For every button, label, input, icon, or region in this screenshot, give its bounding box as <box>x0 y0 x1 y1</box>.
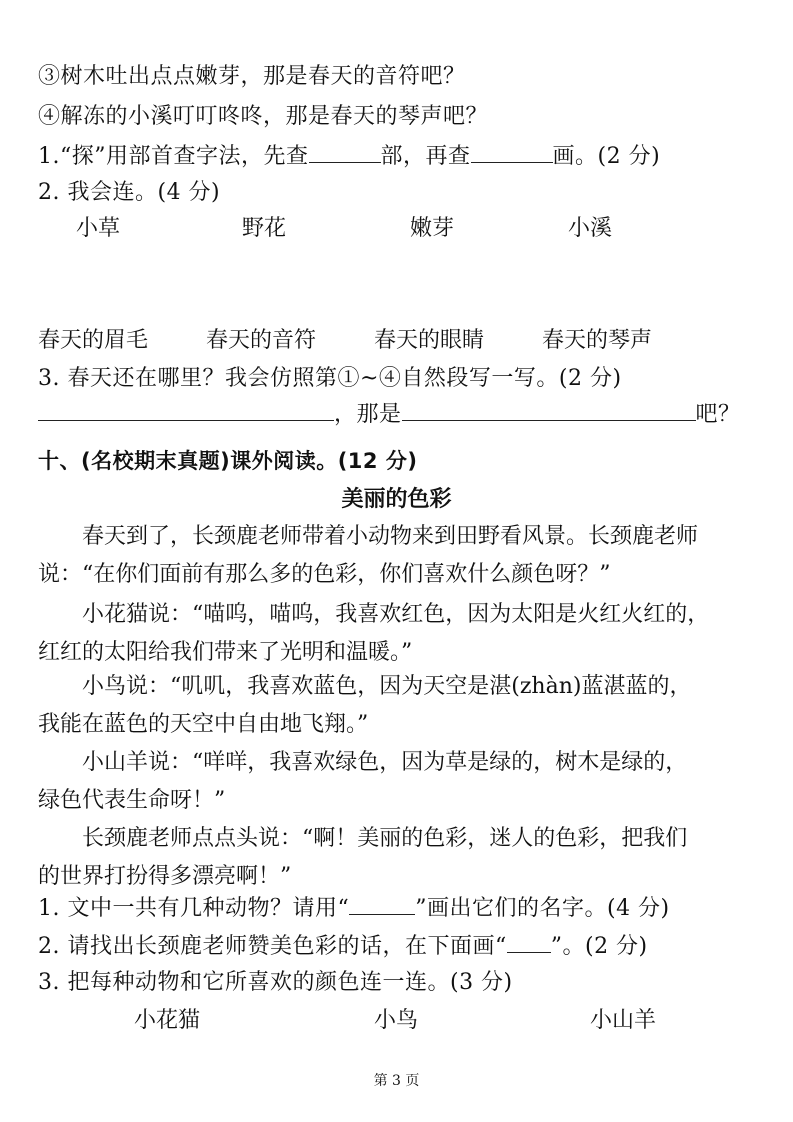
question-3: 3. 春天还在哪里？我会仿照第①~④自然段写一写。(2 分) <box>38 366 622 391</box>
reading-question-1-text-a: 1. 文中一共有几种动物？请用“ <box>38 896 350 921</box>
question-1-text-b: 部，再查 <box>380 144 471 169</box>
answer-blank-what[interactable] <box>402 400 696 421</box>
answer-blank-strokes[interactable] <box>471 142 553 163</box>
passage-line: 红红的太阳给我们带来了光明和温暖。” <box>38 640 413 665</box>
underline-sample <box>349 894 415 915</box>
match-top-item[interactable]: 小草 <box>76 216 121 241</box>
animal-item[interactable]: 小花猫 <box>134 1008 201 1033</box>
reading-question-2-text-a: 2. 请找出长颈鹿老师赞美色彩的话，在下面画“ <box>38 934 507 959</box>
match-bottom-item[interactable]: 春天的眼睛 <box>374 328 485 353</box>
section-heading: 十、(名校期末真题)课外阅读。(12 分) <box>38 449 418 473</box>
question-1-text-c: 画。(2 分) <box>552 144 661 169</box>
match-bottom-item[interactable]: 春天的琴声 <box>542 328 653 353</box>
reading-question-2-text-b: ”。(2 分) <box>550 934 648 959</box>
question-1-text-a: 1.“探”用部首查字法，先查 <box>38 144 309 169</box>
animal-item[interactable]: 小山羊 <box>590 1008 657 1033</box>
passage-line: 小鸟说：“叽叽，我喜欢蓝色，因为天空是湛(zhàn)蓝湛蓝的， <box>82 674 692 699</box>
question-3-answer-line <box>38 400 741 430</box>
passage-line: 的世界打扮得多漂亮啊！” <box>38 864 292 889</box>
question-3-mid: ，那是 <box>334 402 402 427</box>
passage-line: 绿色代表生命呀！” <box>38 788 226 813</box>
reading-question-1 <box>38 894 670 924</box>
answer-blank-radical[interactable] <box>309 142 381 163</box>
reading-question-3: 3. 把每种动物和它所喜欢的颜色连一连。(3 分) <box>38 970 513 995</box>
question-3-end: 吧？ <box>695 402 741 427</box>
animal-item[interactable]: 小鸟 <box>374 1008 419 1033</box>
match-top-item[interactable]: 小溪 <box>568 216 613 241</box>
underline-sample <box>507 932 551 953</box>
question-2: 2. 我会连。(4 分) <box>38 180 221 205</box>
passage-line: 小山羊说：“咩咩，我喜欢绿色，因为草是绿的，树木是绿的， <box>82 750 688 775</box>
passage-line: 说：“在你们面前有那么多的色彩，你们喜欢什么颜色呀？” <box>38 562 611 587</box>
answer-blank-where[interactable] <box>38 400 334 421</box>
passage-title: 美丽的色彩 <box>341 486 452 512</box>
passage-line: 春天到了，长颈鹿老师带着小动物来到田野看风景。长颈鹿老师 <box>82 524 699 549</box>
passage-line: 长颈鹿老师点点头说：“啊！美丽的色彩，迷人的色彩，把我们 <box>82 826 688 851</box>
match-top-item[interactable]: 嫩芽 <box>410 216 455 241</box>
page-number: 第 3 页 <box>373 1073 420 1089</box>
passage-line: 我能在蓝色的天空中自由地飞翔。” <box>38 712 369 737</box>
match-bottom-item[interactable]: 春天的音符 <box>206 328 317 353</box>
poem-line-4: ④解冻的小溪叮叮咚咚，那是春天的琴声吧？ <box>38 104 489 129</box>
question-1 <box>38 142 660 172</box>
reading-question-1-text-b: ”画出它们的名字。(4 分) <box>415 896 670 921</box>
reading-question-2 <box>38 932 648 962</box>
poem-line-3: ③树木吐出点点嫩芽，那是春天的音符吧？ <box>38 64 466 89</box>
passage-line: 小花猫说：“喵呜，喵呜，我喜欢红色，因为太阳是火红火红的， <box>82 602 710 627</box>
match-top-item[interactable]: 野花 <box>242 216 287 241</box>
match-bottom-item[interactable]: 春天的眉毛 <box>38 328 149 353</box>
